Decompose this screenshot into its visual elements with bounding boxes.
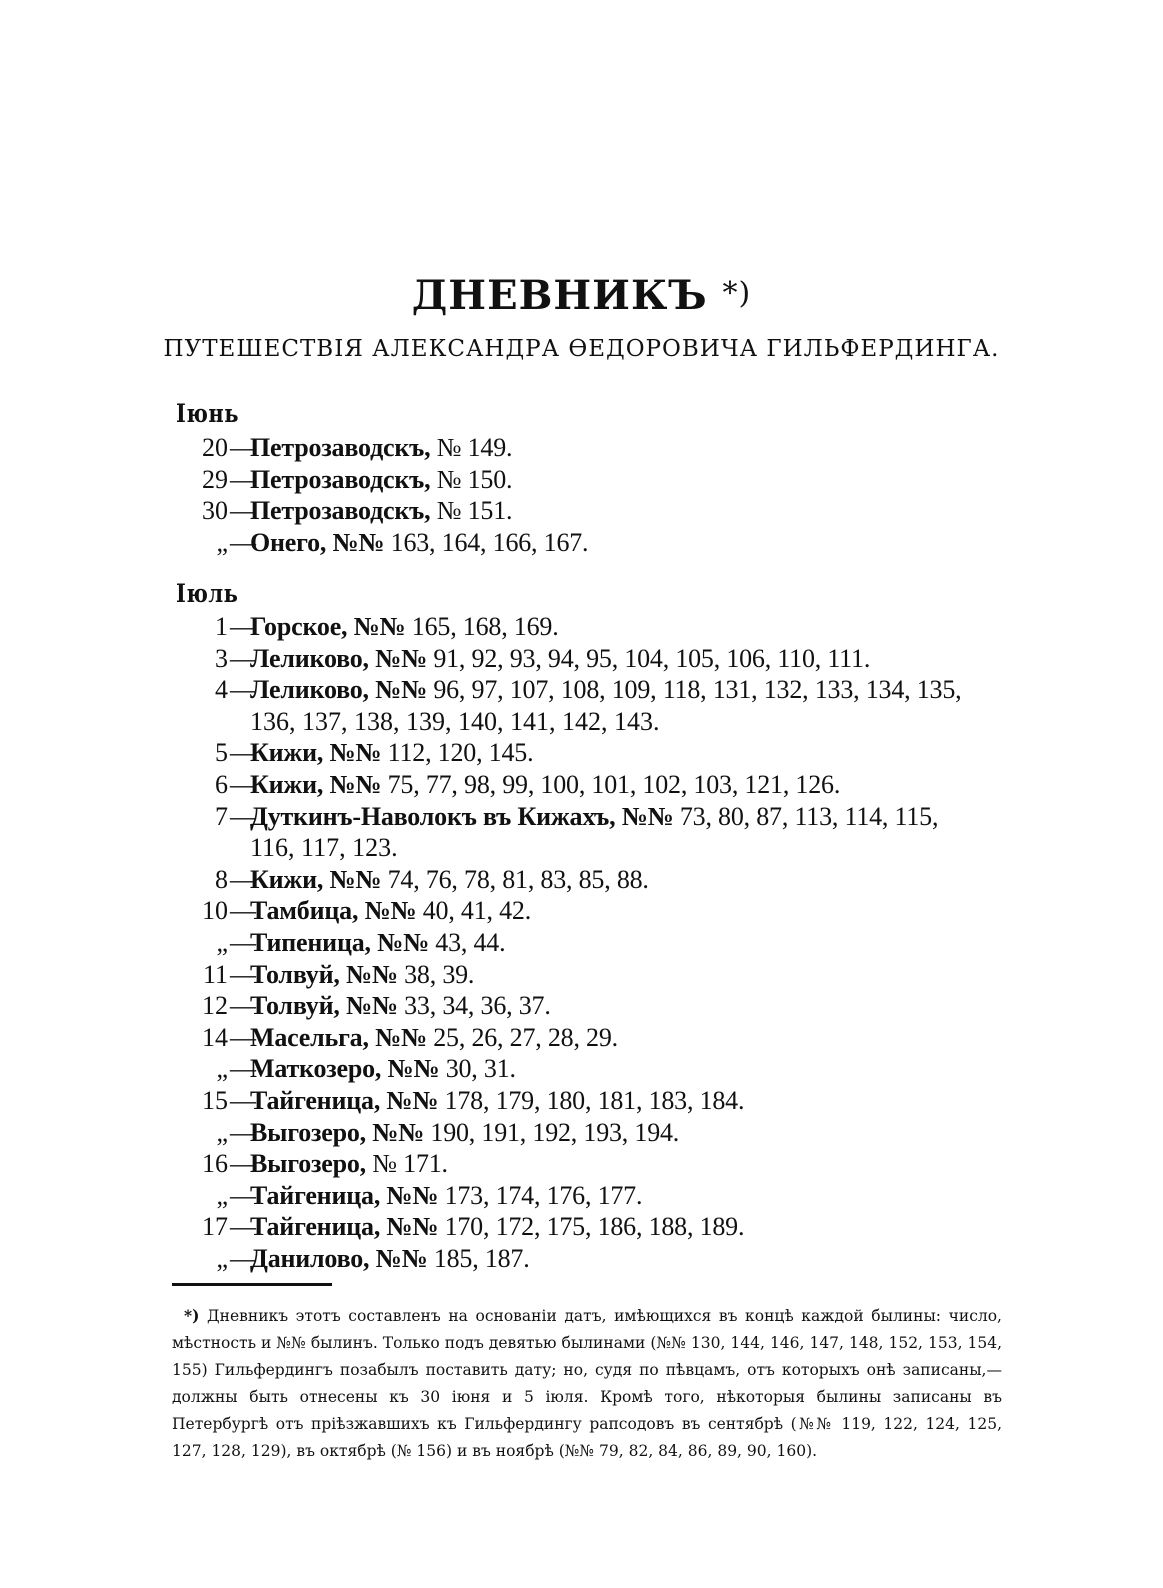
entry-dash: — [230,896,256,926]
month-heading-july: Іюль [176,578,239,608]
entry-dash: — [230,612,256,641]
entry-numbers: 40, 41, 42. [416,896,532,926]
entry-day: 15 [202,1086,228,1115]
entry-place: Тамбица, №№ [250,896,417,926]
entry-day: „ [216,928,228,957]
entry-text [250,495,512,527]
month-heading-june: Іюнь [176,398,239,428]
page-title [0,272,1163,319]
entry-dash: — [230,991,256,1021]
footnote-reference: *) [722,276,752,311]
entry-place: Тайгеница, №№ [250,1180,439,1210]
entry-dash: — [230,738,256,768]
entry-place: Маткозеро, №№ [250,1054,440,1084]
entry-day: „ [216,1180,228,1210]
entry-numbers: № 150. [430,464,513,494]
entry-dash: — [230,801,256,831]
entry-dash: — [230,1149,256,1179]
entry-day: 29 [202,464,228,494]
entry-place: Дуткинъ-Наволокъ въ Кижахъ, №№ [250,801,674,831]
entry-place: Кижи, №№ [250,770,382,799]
entry-text [250,1117,679,1149]
entry-numbers: № 149. [430,433,513,462]
entry-day: 20 [202,433,228,462]
entry-place: Тайгеница, №№ [250,1212,439,1242]
entry-place: Петрозаводскъ, [250,433,431,462]
entry-place: Кижи, №№ [250,864,382,894]
entry-text [250,464,512,496]
entry-text [250,1022,618,1054]
entry-numbers: 43, 44. [429,928,506,957]
entry-numbers: 178, 179, 180, 181, 183, 184. [438,1086,745,1115]
entry-day: 12 [202,991,228,1021]
entry-dash: — [230,1054,256,1084]
entry-text [250,1211,744,1243]
entry-numbers: 38, 39. [397,959,475,989]
entry-dash: — [230,959,256,989]
footnote-mark: *) [184,1306,200,1325]
entry-dash: — [230,675,256,705]
entry-continuation: 136, 137, 138, 139, 140, 141, 142, 143. [250,706,660,736]
entry-dash: — [230,1117,256,1147]
entry-dash: — [230,1022,256,1052]
entry-place: Леликово, №№ [250,675,428,705]
entry-dash: — [230,433,256,462]
entry-text [250,674,961,706]
entry-dash: — [230,928,256,957]
entry-numbers: 185, 187. [427,1244,530,1273]
entry-day: „ [216,527,228,557]
entry-place: Данилово, №№ [250,1244,428,1273]
entry-day: 11 [202,959,228,989]
entry-day: „ [216,1117,228,1147]
entry-text [250,895,531,927]
entry-dash: — [230,643,256,673]
entry-text [250,1053,516,1085]
entry-numbers: 75, 77, 98, 99, 100, 101, 102, 103, 121, 126. [381,770,841,799]
entry-text [250,611,559,643]
entry-dash: — [230,864,256,894]
entry-text [250,990,551,1022]
entry-dash: — [230,496,256,526]
entry-place: Выгозеро, №№ [250,1117,425,1147]
entry-day: 3 [215,643,228,673]
entry-text [250,927,505,959]
entry-numbers: 73, 80, 87, 113, 114, 115, [673,801,939,831]
entry-numbers: № 171. [365,1149,448,1179]
entry-text [250,1180,642,1212]
footnote [172,1302,1002,1465]
entry-day: 17 [202,1212,228,1242]
entry-day: 4 [215,675,228,705]
entry-numbers: 173, 174, 176, 177. [438,1180,643,1210]
entry-day: 6 [215,770,228,799]
entry-day: 30 [202,496,228,526]
entry-numbers: 112, 120, 145. [381,738,534,768]
entry-numbers: 170, 172, 175, 186, 188, 189. [438,1212,745,1242]
entry-day: 7 [215,801,228,831]
entry-text [250,769,840,801]
entry-place: Толвуй, №№ [250,991,398,1021]
entry-dash: — [230,770,256,799]
entry-numbers: 74, 76, 78, 81, 83, 85, 88. [381,864,649,894]
entry-numbers: 165, 168, 169. [405,612,559,641]
entry-day: „ [216,1054,228,1084]
entry-place: Горское, №№ [250,612,406,641]
entry-text [250,959,474,991]
entry-text [250,527,588,559]
entry-text [250,737,533,769]
entry-place: Толвуй, №№ [250,959,398,989]
entry-day: „ [216,1244,228,1273]
entry-numbers: 91, 92, 93, 94, 95, 104, 105, 106, 110, 111. [427,643,871,673]
title-text: ДНЕВНИКЪ [411,272,708,319]
entry-text [250,432,512,464]
entry-dash: — [230,527,256,557]
entry-day: 14 [202,1022,228,1052]
entry-day: 8 [215,864,228,894]
entry-place: Петрозаводскъ, [250,496,431,526]
footnote-divider [172,1283,332,1286]
entry-place: Петрозаводскъ, [250,464,431,494]
entry-dash: — [230,1180,256,1210]
entry-numbers: № 151. [430,496,513,526]
entry-numbers: 96, 97, 107, 108, 109, 118, 131, 132, 133, 134, 135, [427,675,962,705]
entry-place: Выгозеро, [250,1149,366,1179]
entry-text [250,801,938,833]
entry-text [250,643,870,675]
entry-place: Тайгеница, №№ [250,1086,439,1115]
entry-place: Онего, №№ [250,527,385,557]
entry-numbers: 163, 164, 166, 167. [384,527,589,557]
page-subtitle: ПУТЕШЕСТВІЯ АЛЕКСАНДРА ӨЕДОРОВИЧА ГИЛЬФЕРДИНГА. [163,336,1000,362]
entry-numbers: 190, 191, 192, 193, 194. [424,1117,680,1147]
entry-text [250,1148,448,1180]
entry-place: Леликово, №№ [250,643,428,673]
footnote-text: Дневникъ этотъ составленъ на основаніи датъ, имѣющихся въ концѣ каждой былины: число, мѣстность и №№ былинъ. Только подъ девятью былинами (№№ 130, 144, 146, 147, 148, 152, 153, 154, 155) Гильфердингъ позабылъ поставить дату; но, судя по пѣвцамъ, отъ которыхъ онѣ записаны,—должны быть отнесены къ 30 іюня и 5 іюля. Кромѣ того, нѣкоторыя былины записаны въ Петербургѣ отъ пріѣзжавшихъ къ Гильфердингу рапсодовъ въ сентябрѣ (№№ 119, 122, 124, 125, 127, 128, 129), въ октябрѣ (№ 156) и въ ноябрѣ (№№ 79, 82, 84, 86, 89, 90, 160). [172,1307,1002,1460]
entry-text [250,1243,530,1275]
entry-text [250,1085,744,1117]
entry-numbers: 30, 31. [439,1054,516,1084]
entry-numbers: 33, 34, 36, 37. [397,991,551,1021]
entry-day: 1 [215,612,228,641]
entry-place: Типеница, №№ [250,928,429,957]
entry-text [250,864,649,896]
entry-dash: — [230,464,256,494]
entry-continuation: 116, 117, 123. [250,833,398,863]
entry-place: Масельга, №№ [250,1022,427,1052]
entry-day: 5 [215,738,228,768]
entry-numbers: 25, 26, 27, 28, 29. [426,1022,618,1052]
entry-day: 10 [202,896,228,926]
entry-place: Кижи, №№ [250,738,382,768]
entry-dash: — [230,1086,256,1115]
entry-dash: — [230,1244,256,1273]
entry-day: 16 [202,1149,228,1179]
entry-dash: — [230,1212,256,1242]
